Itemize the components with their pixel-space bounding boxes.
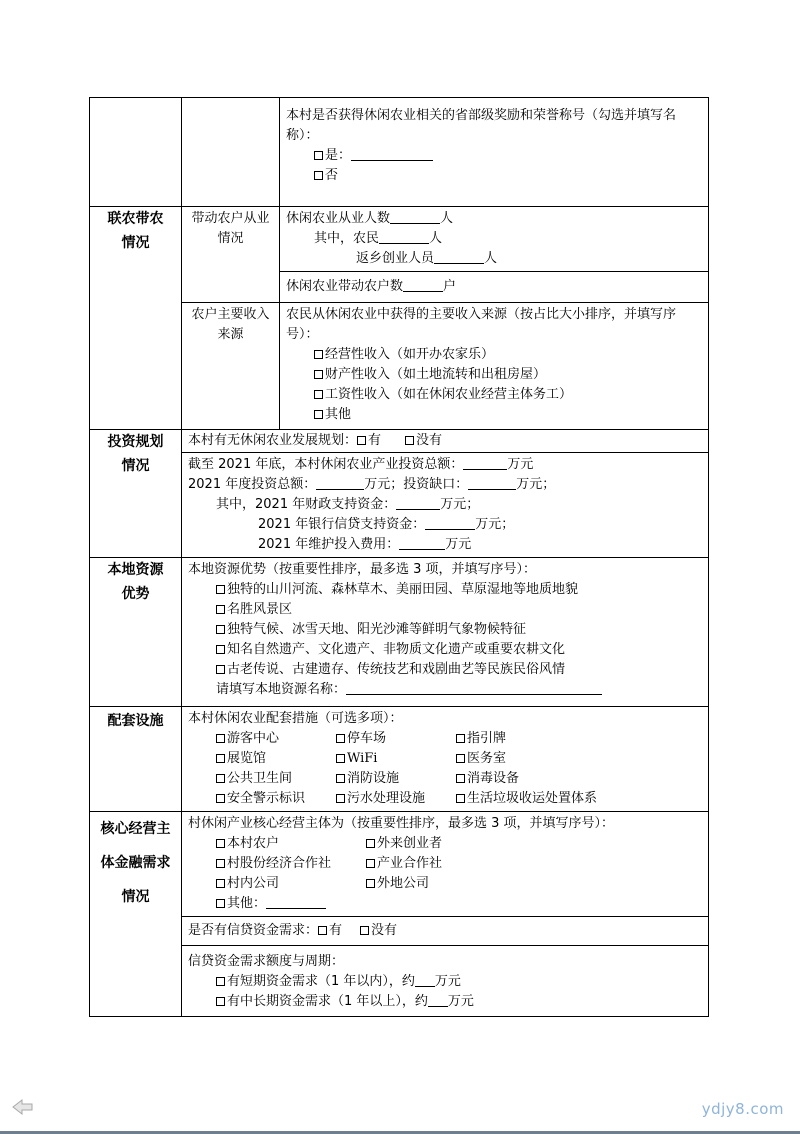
bank-credit-blank[interactable] [425,515,475,530]
long-term-option[interactable]: 有中长期资金需求（1 年以上），约 万元 [188,992,702,1012]
total-investment-blank[interactable] [463,455,507,470]
income-question: 农民从休闲农业中获得的主要收入来源（按占比大小排序，并填写序号）： [286,307,677,342]
resource-option-3[interactable]: 独特气候、冰雪天地、阳光沙滩等鲜明气象物候特征 [188,620,702,640]
facility-option[interactable]: 公共卫生间 [216,769,336,789]
resource-option-5[interactable]: 古老传说、古建遗存、传统技艺和戏剧曲艺等民族民俗风情 [188,660,702,680]
facility-option[interactable]: 消毒设备 [456,769,616,789]
checkbox-icon[interactable] [314,410,323,419]
credit-amount-cell [182,946,709,1017]
employment-label: 带动农户从业情况 [182,207,280,303]
facility-option[interactable]: 污水处理设施 [336,789,456,809]
linkage-section-title: 联农带农情况 [90,207,182,430]
checkbox-icon[interactable] [357,436,366,445]
entity-other-blank[interactable] [266,894,326,909]
facilities-question: 本村休闲农业配套措施（可选多项）： [188,711,403,726]
survey-form-table [89,97,709,1017]
awards-row [90,98,709,207]
checkbox-icon[interactable] [216,774,225,783]
facility-option[interactable]: 展览馆 [216,749,336,769]
employee-count-blank[interactable] [390,209,440,224]
income-option-4[interactable]: 其他 [286,405,702,425]
returnee-count-blank[interactable] [434,249,484,264]
checkbox-icon[interactable] [336,734,345,743]
facility-option[interactable]: 指引牌 [456,729,616,749]
checkbox-icon[interactable] [216,605,225,614]
checkbox-icon[interactable] [366,839,375,848]
short-term-blank[interactable] [415,972,435,987]
checkbox-icon[interactable] [336,754,345,763]
watermark: ydjy8.com [701,1100,784,1118]
checkbox-icon[interactable] [216,585,225,594]
entities-options-grid [188,834,702,894]
facility-option[interactable]: 停车场 [336,729,456,749]
checkbox-icon[interactable] [216,977,225,986]
checkbox-icon[interactable] [314,171,323,180]
households-cell [280,272,709,303]
resource-option-4[interactable]: 知名自然遗产、文化遗产、非物质文化遗产或重要农耕文化 [188,640,702,660]
household-count-blank[interactable] [403,277,443,292]
finance-entities-row [90,812,709,917]
income-label: 农户主要收入来源 [182,303,280,430]
entity-other-option[interactable]: 其他： [188,894,702,914]
award-name-blank[interactable] [351,146,433,161]
resource-name-blank[interactable] [346,680,602,695]
empty-subsection-cell [182,98,280,207]
checkbox-icon[interactable] [314,350,323,359]
employment-cell [280,207,709,272]
income-option-1[interactable]: 经营性收入（如开办农家乐） [286,345,702,365]
checkbox-icon[interactable] [336,774,345,783]
facilities-section-title: 配套设施 [90,707,182,812]
investment-amounts-row [90,453,709,558]
total-investment-line: 截至 2021 年底，本村休闲农业产业投资总额： 万元 [188,457,534,472]
checkbox-icon[interactable] [456,754,465,763]
resource-option-2[interactable]: 名胜风景区 [188,600,702,620]
awards-question: 本村是否获得休闲农业相关的省部级奖励和荣誉称号（勾选并填写名称）： [286,108,677,143]
awards-yes-option[interactable]: 是： [286,146,702,166]
empty-section-cell [90,98,182,207]
annual-investment-line: 2021 年度投资总额： 万元；投资缺口： 万元； [188,477,556,492]
checkbox-icon[interactable] [366,859,375,868]
resource-name-line: 请填写本地资源名称： [188,680,702,700]
entity-option[interactable]: 本村农户 [216,834,366,854]
employee-count-line: 休闲农业从业人数 人 [286,211,454,226]
checkbox-icon[interactable] [314,390,323,399]
checkbox-icon[interactable] [216,839,225,848]
credit-need-cell: 是否有信贷资金需求： 有 没有 [182,917,709,946]
investment-cell [182,453,709,558]
entity-option[interactable]: 村股份经济合作社 [216,854,366,874]
credit-amount-question: 信贷资金需求额度与周期： [188,954,345,969]
entity-option[interactable]: 产业合作社 [366,854,526,874]
plan-cell: 本村有无休闲农业发展规划： 有 没有 [182,430,709,453]
checkbox-icon[interactable] [216,754,225,763]
resource-option-1[interactable]: 独特的山川河流、森林草木、美丽田园、草原湿地等地质地貌 [188,580,702,600]
linkage-income-row [90,303,709,430]
checkbox-icon[interactable] [216,794,225,803]
credit-need-row [90,917,709,946]
back-arrow-icon[interactable] [12,1098,34,1116]
income-option-3[interactable]: 工资性收入（如在休闲农业经营主体务工） [286,385,702,405]
facility-option[interactable]: 安全警示标识 [216,789,336,809]
checkbox-icon[interactable] [216,625,225,634]
checkbox-icon[interactable] [216,645,225,654]
checkbox-icon[interactable] [456,734,465,743]
checkbox-icon[interactable] [336,794,345,803]
facilities-row [90,707,709,812]
checkbox-icon[interactable] [216,899,225,908]
maintenance-line: 2021 年维护投入费用： 万元 [258,537,472,552]
checkbox-icon[interactable] [366,879,375,888]
checkbox-icon[interactable] [456,794,465,803]
household-count-line: 休闲农业带动农户数 户 [286,279,457,294]
facilities-cell [182,707,709,812]
credit-amount-row [90,946,709,1017]
income-cell [280,303,709,430]
investment-section-title: 投资规划情况 [90,430,182,558]
entity-option[interactable]: 村内公司 [216,874,366,894]
checkbox-icon[interactable] [405,436,414,445]
annual-investment-blank[interactable] [316,475,364,490]
long-term-blank[interactable] [428,992,448,1007]
checkbox-icon[interactable] [456,774,465,783]
checkbox-icon[interactable] [216,665,225,674]
resources-cell [182,558,709,707]
finance-section-title: 核心经营主 体金融需求 情况 [90,812,182,1017]
entity-option[interactable]: 外地公司 [366,874,526,894]
facility-option[interactable]: 消防设施 [336,769,456,789]
resources-question: 本地资源优势（按重要性排序，最多选 3 项，并填写序号）： [188,562,537,577]
checkbox-icon[interactable] [360,926,369,935]
checkbox-icon[interactable] [216,734,225,743]
entity-option[interactable]: 外来创业者 [366,834,526,854]
resources-row [90,558,709,707]
resources-section-title: 本地资源优势 [90,558,182,707]
facility-option[interactable]: WiFi [336,749,456,769]
checkbox-icon[interactable] [216,997,225,1006]
investment-gap-blank[interactable] [468,475,516,490]
checkbox-icon[interactable] [216,859,225,868]
bank-credit-line: 2021 年银行信贷支持资金： 万元； [258,517,515,532]
checkbox-icon[interactable] [318,926,327,935]
farmer-count-blank[interactable] [379,229,429,244]
facility-option[interactable]: 游客中心 [216,729,336,749]
facilities-options-grid [188,729,702,809]
checkbox-icon[interactable] [216,879,225,888]
fiscal-support-blank[interactable] [396,495,440,510]
farmer-count-line: 其中，农民 人 [314,231,443,246]
awards-no-option[interactable]: 否 [286,166,702,186]
entities-question: 村休闲产业核心经营主体为（按重要性排序，最多选 3 项，并填写序号）： [188,816,615,831]
maintenance-blank[interactable] [399,535,445,550]
checkbox-icon[interactable] [314,151,323,160]
checkbox-icon[interactable] [314,370,323,379]
investment-plan-row [90,430,709,453]
facility-option[interactable]: 生活垃圾收运处置体系 [456,789,616,809]
awards-cell [280,98,709,207]
entities-cell [182,812,709,917]
facility-option[interactable]: 医务室 [456,749,616,769]
fiscal-support-line: 其中，2021 年财政支持资金： 万元； [216,497,480,512]
returnee-count-line: 返乡创业人员 人 [356,251,498,266]
short-term-option[interactable]: 有短期资金需求（1 年以内），约 万元 [188,972,702,992]
income-option-2[interactable]: 财产性收入（如土地流转和出租房屋） [286,365,702,385]
linkage-employment-row [90,207,709,272]
